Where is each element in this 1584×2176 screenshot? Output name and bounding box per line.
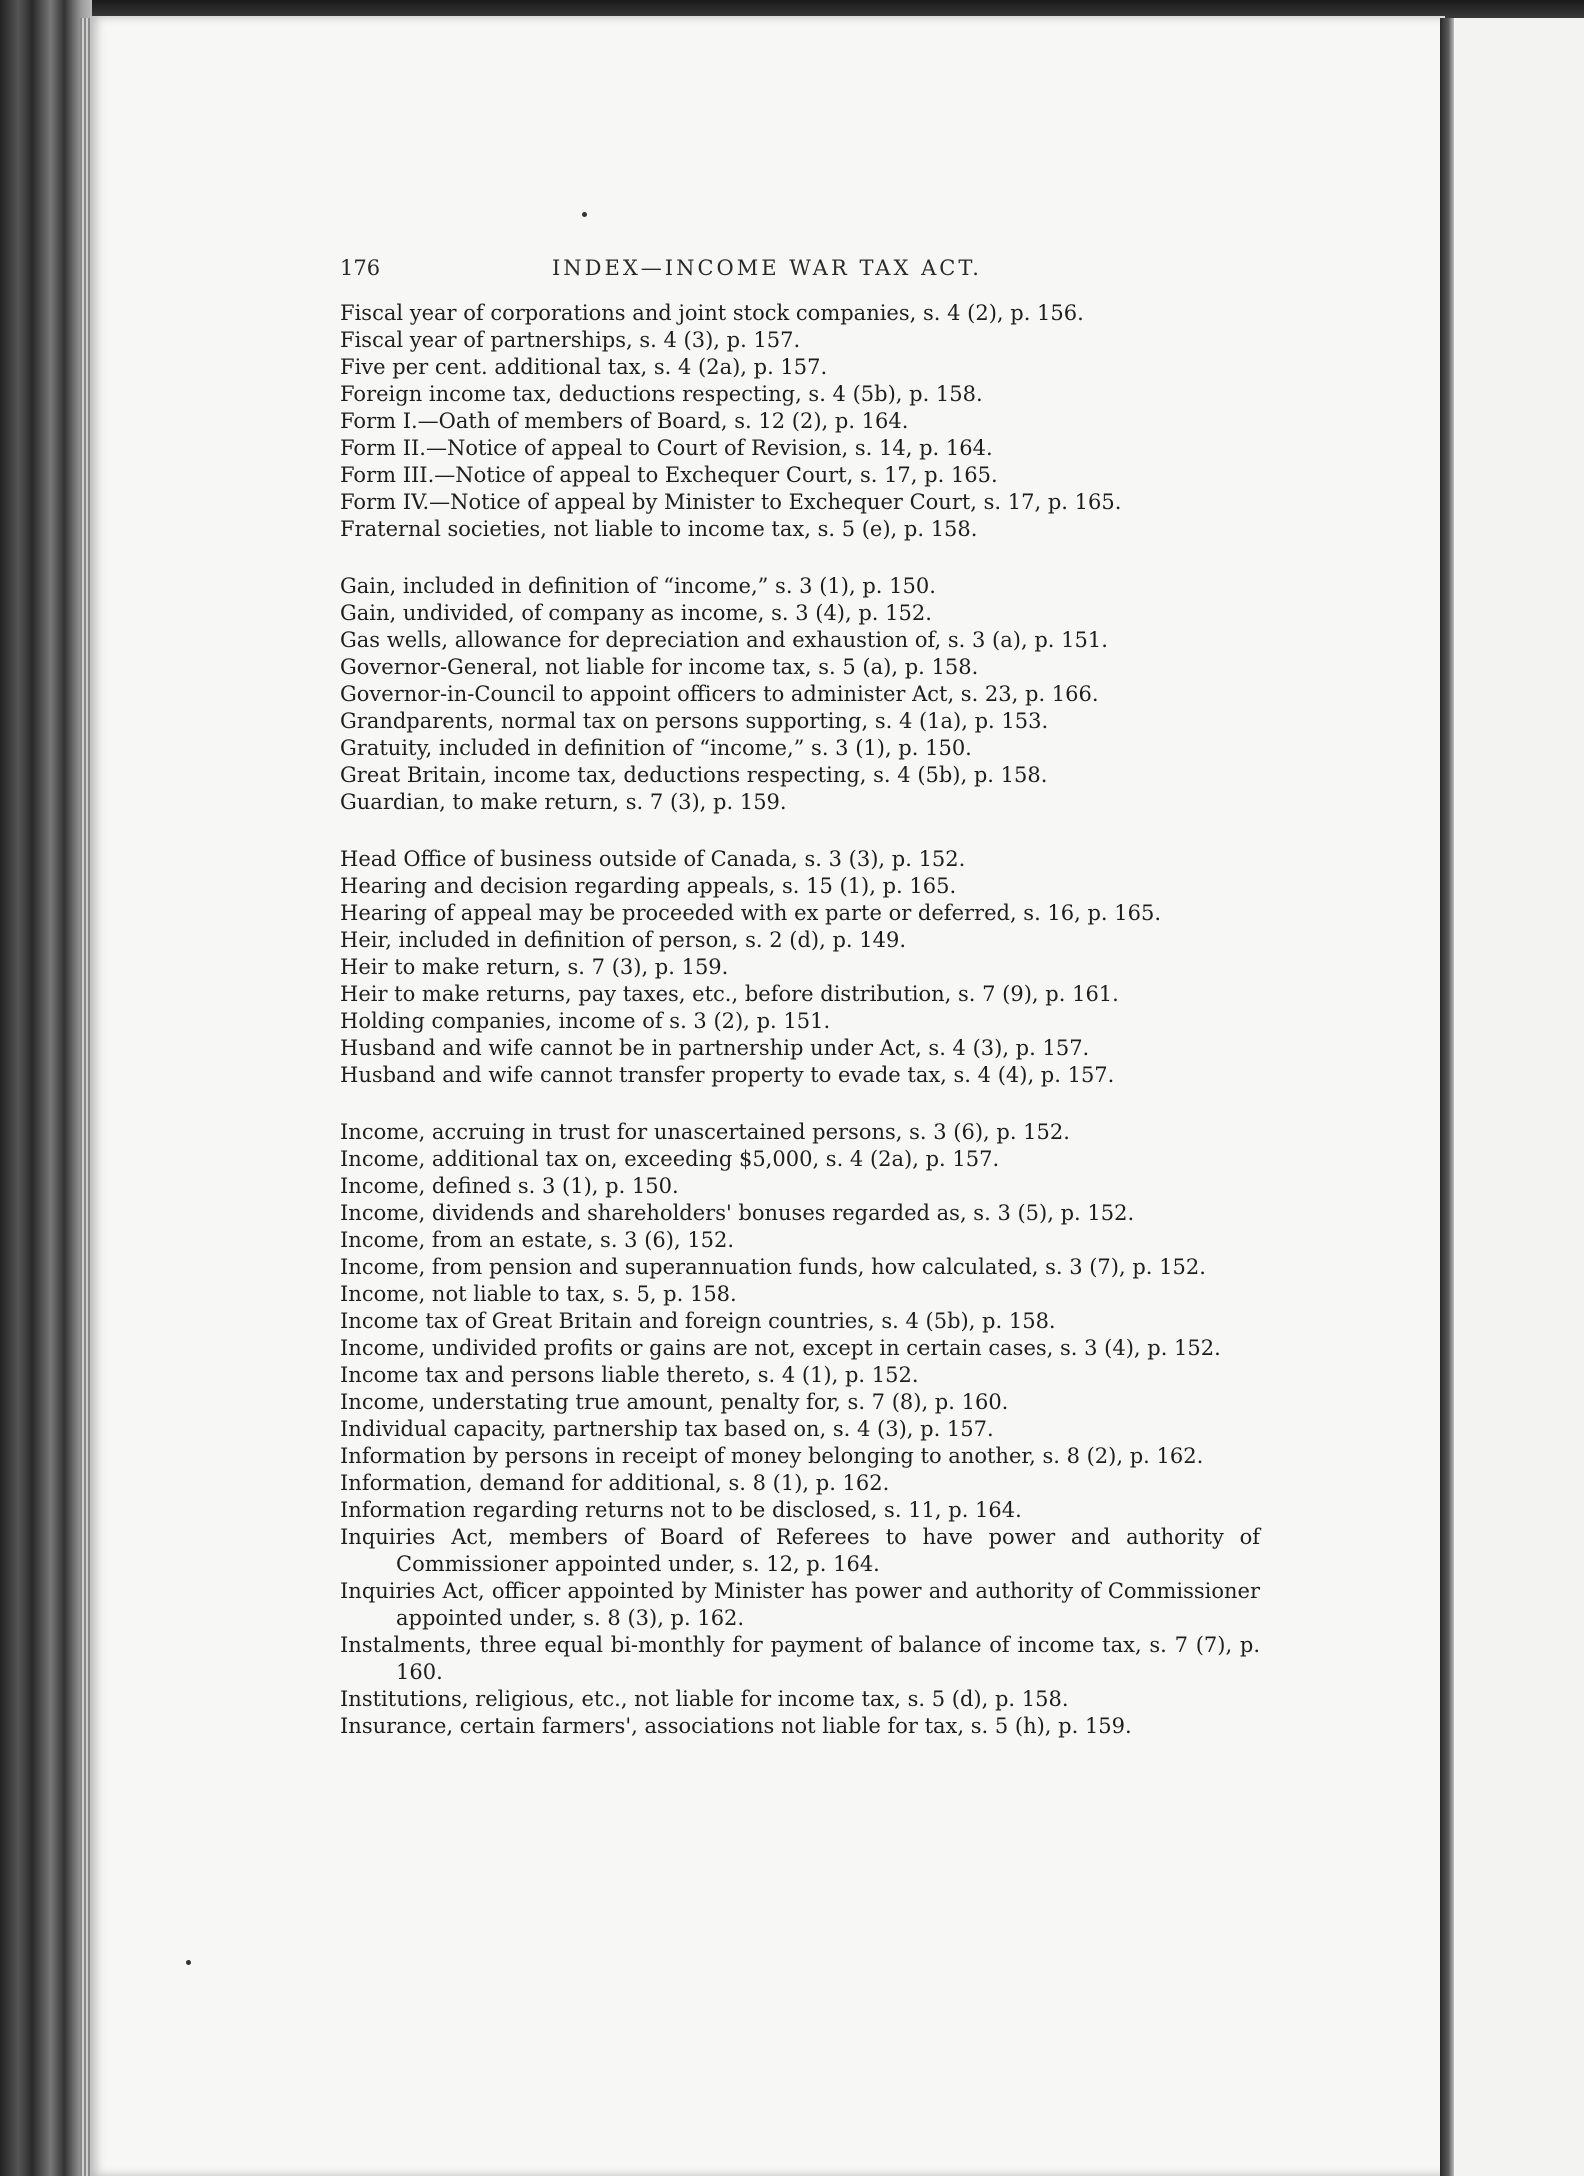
index-entry: Income, from an estate, s. 3 (6), 152. [340, 1228, 735, 1252]
index-entry: Holding companies, income of s. 3 (2), p. 151. [340, 1009, 831, 1033]
index-entry: Information regarding returns not to be disclosed, s. 11, p. 164. [340, 1498, 1022, 1522]
index-entry: Form III.—Notice of appeal to Exchequer Court, s. 17, p. 165. [340, 463, 998, 487]
index-entry: Institutions, religious, etc., not liable for income tax, s. 5 (d), p. 158. [340, 1687, 1069, 1711]
index-entry: Husband and wife cannot transfer property to evade tax, s. 4 (4), p. 157. [340, 1063, 1115, 1087]
index-entry: Income, accruing in trust for unascertained persons, s. 3 (6), p. 152. [340, 1120, 1070, 1144]
page-number: 176 [340, 256, 381, 280]
index-entry: Governor-in-Council to appoint officers to administer Act, s. 23, p. 166. [340, 682, 1099, 706]
index-entry: Hearing and decision regarding appeals, s. 15 (1), p. 165. [340, 874, 957, 898]
index-entry: Income tax of Great Britain and foreign countries, s. 4 (5b), p. 158. [340, 1309, 1056, 1333]
index-group [340, 846, 1260, 1089]
index-entry: Guardian, to make return, s. 7 (3), p. 159. [340, 790, 787, 814]
index-entry: Fiscal year of partnerships, s. 4 (3), p. 157. [340, 328, 801, 352]
speck [186, 1960, 191, 1965]
index-entry: Form II.—Notice of appeal to Court of Revision, s. 14, p. 164. [340, 436, 993, 460]
index-entry: Gain, included in definition of “income,” s. 3 (1), p. 150. [340, 574, 936, 598]
index-entry: Individual capacity, partnership tax based on, s. 4 (3), p. 157. [340, 1417, 994, 1441]
index-group [340, 300, 1260, 543]
index-entry: Gain, undivided, of company as income, s. 3 (4), p. 152. [340, 601, 932, 625]
speck [582, 212, 587, 217]
index-entry: Five per cent. additional tax, s. 4 (2a), p. 157. [340, 355, 828, 379]
index-entry: Hearing of appeal may be proceeded with ex parte or deferred, s. 16, p. 165. [340, 901, 1162, 925]
index-group [340, 573, 1260, 816]
index-entry: Great Britain, income tax, deductions respecting, s. 4 (5b), p. 158. [340, 763, 1048, 787]
index-entry: Instalments, three equal bi-monthly for payment of balance of income tax, s. 7 (7), p. 160. [340, 1633, 1260, 1684]
index-entry: Income, undivided profits or gains are not, except in certain cases, s. 3 (4), p. 152. [340, 1336, 1221, 1360]
index-entry: Income, dividends and shareholders' bonuses regarded as, s. 3 (5), p. 152. [340, 1201, 1135, 1225]
facing-page [1454, 18, 1584, 2176]
index-entry: Inquiries Act, officer appointed by Minister has power and authority of Commissioner appointed under, s. 8 (3), p. 162. [340, 1579, 1260, 1630]
index-entry: Head Office of business outside of Canada, s. 3 (3), p. 152. [340, 847, 966, 871]
running-head [340, 256, 1260, 286]
index-group [340, 1119, 1260, 1740]
index-entry: Foreign income tax, deductions respecting, s. 4 (5b), p. 158. [340, 382, 983, 406]
index-entry: Governor-General, not liable for income tax, s. 5 (a), p. 158. [340, 655, 979, 679]
index-entry: Form IV.—Notice of appeal by Minister to Exchequer Court, s. 17, p. 165. [340, 490, 1122, 514]
index-entry: Information, demand for additional, s. 8 (1), p. 162. [340, 1471, 890, 1495]
index-entry: Grandparents, normal tax on persons supporting, s. 4 (1a), p. 153. [340, 709, 1049, 733]
index-entry: Gas wells, allowance for depreciation and exhaustion of, s. 3 (a), p. 151. [340, 628, 1108, 652]
index-entry: Inquiries Act, members of Board of Referees to have power and authority of Commissioner appointed under, s. 12, p. 164. [340, 1525, 1260, 1576]
index-body [340, 300, 1260, 1770]
index-entry: Fraternal societies, not liable to income tax, s. 5 (e), p. 158. [340, 517, 978, 541]
index-entry: Income, not liable to tax, s. 5, p. 158. [340, 1282, 737, 1306]
index-entry: Fiscal year of corporations and joint stock companies, s. 4 (2), p. 156. [340, 301, 1084, 325]
index-entry: Gratuity, included in definition of “income,” s. 3 (1), p. 150. [340, 736, 972, 760]
index-entry: Income tax and persons liable thereto, s. 4 (1), p. 152. [340, 1363, 919, 1387]
index-entry: Insurance, certain farmers', associations not liable for tax, s. 5 (h), p. 159. [340, 1714, 1132, 1738]
index-entry: Form I.—Oath of members of Board, s. 12 (2), p. 164. [340, 409, 909, 433]
index-entry: Income, from pension and superannuation funds, how calculated, s. 3 (7), p. 152. [340, 1255, 1206, 1279]
book-gutter [1440, 18, 1454, 2176]
index-entry: Heir, included in definition of person, s. 2 (d), p. 149. [340, 928, 906, 952]
header-title: INDEX—INCOME WAR TAX ACT. [552, 256, 982, 280]
index-entry: Information by persons in receipt of money belonging to another, s. 8 (2), p. 162. [340, 1444, 1204, 1468]
index-entry: Husband and wife cannot be in partnership under Act, s. 4 (3), p. 157. [340, 1036, 1090, 1060]
index-entry: Income, additional tax on, exceeding $5,000, s. 4 (2a), p. 157. [340, 1147, 1000, 1171]
index-entry: Heir to make returns, pay taxes, etc., before distribution, s. 7 (9), p. 161. [340, 982, 1119, 1006]
index-entry: Heir to make return, s. 7 (3), p. 159. [340, 955, 729, 979]
index-entry: Income, understating true amount, penalty for, s. 7 (8), p. 160. [340, 1390, 1009, 1414]
book-edge-left [0, 0, 92, 2176]
index-entry: Income, defined s. 3 (1), p. 150. [340, 1174, 679, 1198]
